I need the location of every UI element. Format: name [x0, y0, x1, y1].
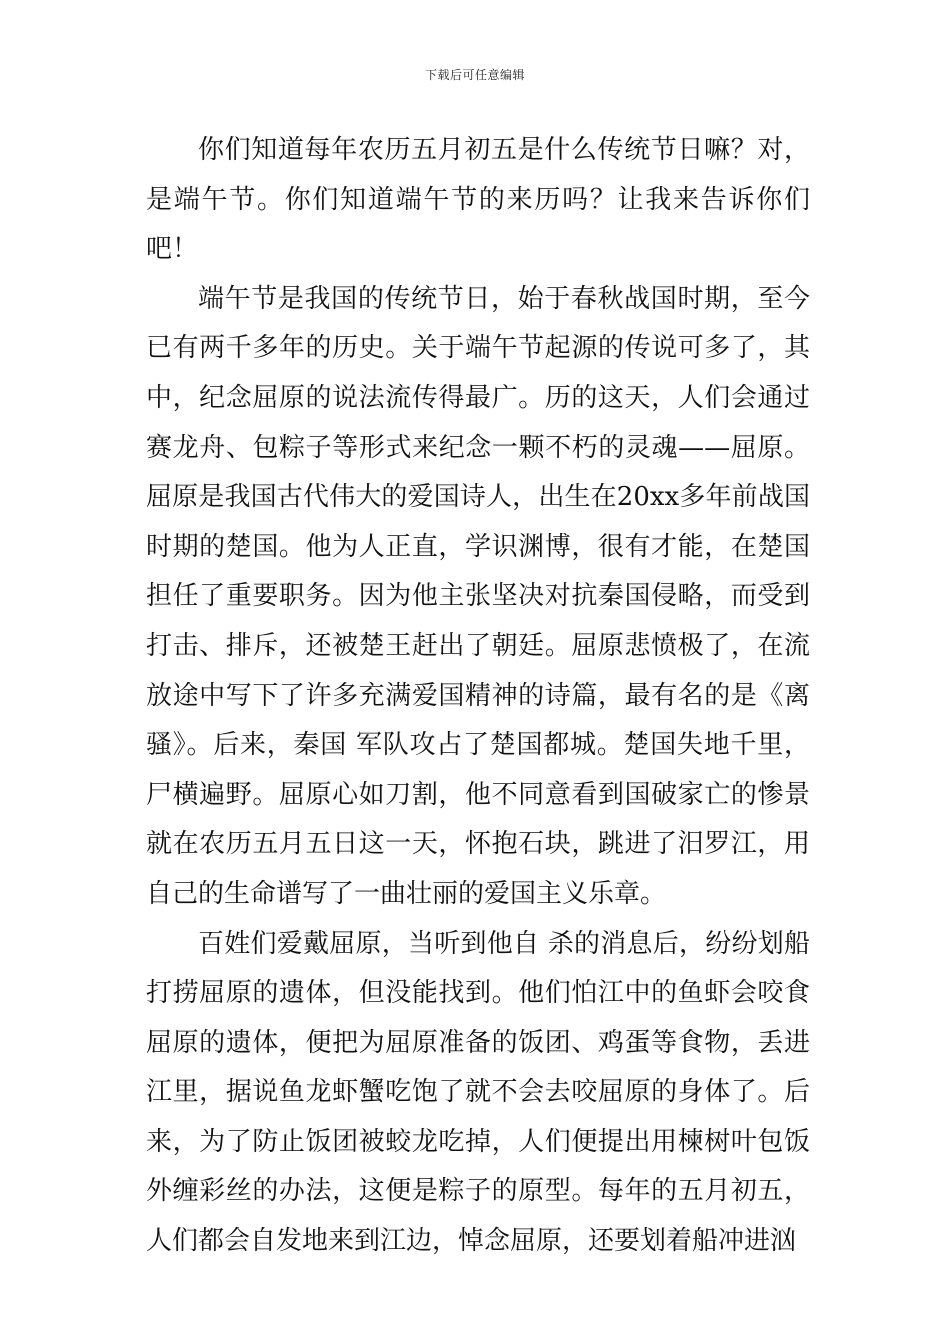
paragraph-legend: 百姓们爱戴屈原，当听到他自 杀的消息后，纷纷划船打捞屈原的遗体，但没能找到。他们怕江中的鱼虾会咬食屈原的遗体，便把为屈原准备的饭团、鸡蛋等食物，丢进江里，据说鱼龙虾蟹吃饱了就不会去咬屈原的身体了。后来，为了防止饭团被蛟龙吃掉，人们便提出用楝树叶包饭外缠彩丝的办法，这便是粽子的原型。每年的五月初五，人们都会自发地来到江边，悼念屈原，还要划着船冲进汹	[146, 928, 810, 1257]
paragraph-intro: 你们知道每年农历五月初五是什么传统节日嘛？对，是端午节。你们知道端午节的来历吗？让我来告诉你们吧！	[146, 135, 810, 265]
document-body	[146, 126, 810, 1267]
header-note: 下载后可任意编辑	[424, 68, 525, 82]
paragraph-history: 端午节是我国的传统节日，始于春秋战国时期，至今已有两千多年的历史。关于端午节起源的传说可多了，其中，纪念屈原的说法流传得最广。历的这天，人们会通过赛龙舟、包粽子等形式来纪念一颗不朽的灵魂——屈原。屈原是我国古代伟大的爱国诗人，出生在20xx多年前战国时期的楚国。他为人正直，学识渊博，很有才能，在楚国担任了重要职务。因为他主张坚决对抗秦国侵略，而受到打击、排斥，还被楚王赶出了朝廷。屈原悲愤极了，在流放途中写下了许多充满爱国精神的诗篇，最有名的是《离骚》。后来，秦国 军队攻占了楚国都城。楚国失地千里，尸横遍野。屈原心如刀割，他不同意看到国破家亡的惨景就在农历五月五日这一天，怀抱石块，跳进了汨罗江，用自己的生命谱写了一曲壮丽的爱国主义乐章。	[146, 283, 810, 909]
